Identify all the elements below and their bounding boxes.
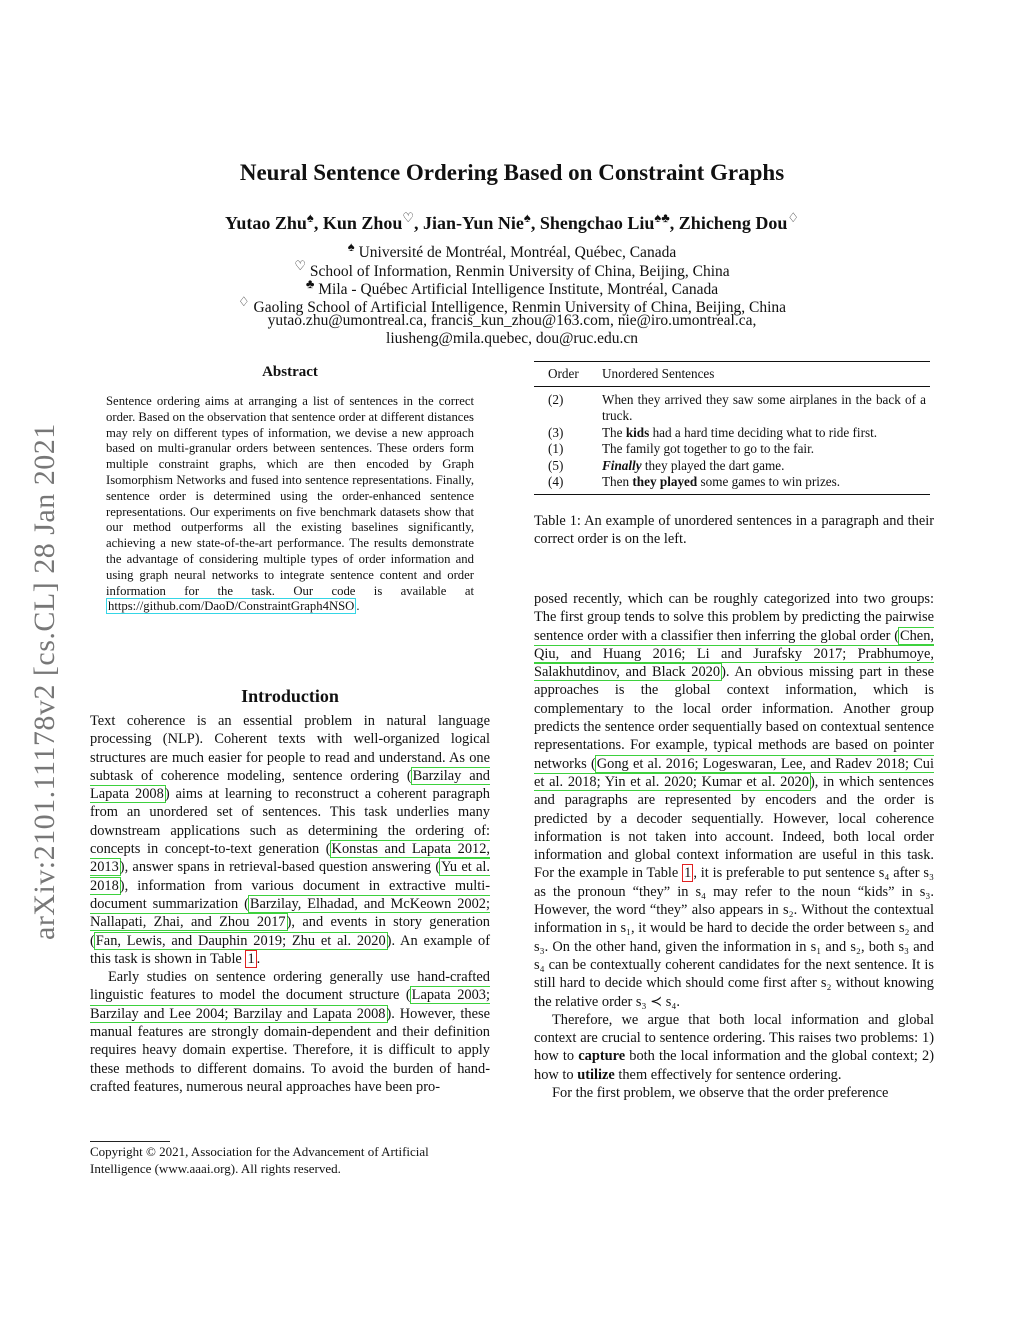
abstract-end: . [356, 599, 360, 614]
emphasis-text: kids [625, 424, 650, 440]
left-column-body [90, 712, 490, 1096]
table-header-order: Order [548, 366, 579, 381]
sentence-cell [602, 392, 926, 425]
affiliation-mark: ♣ [305, 276, 315, 291]
affiliation-mark: ♠♣ [654, 210, 670, 225]
affiliation-mark: ♡ [294, 258, 307, 273]
order-cell: (1) [548, 441, 564, 456]
sentence-text: The family got together to go to the fair. [602, 441, 815, 456]
body-text: Text coherence is an essential problem in natural language processing (NLP). Coherent texts with well-organized logical structures are much easier for people to read and understand. As one subtask of coherence modeling, sentence ordering ( [90, 713, 490, 784]
section-heading: Introduction [241, 686, 339, 706]
table-bottom-rule [534, 494, 930, 495]
paragraph [90, 968, 490, 1096]
code-link[interactable]: https://github.com/DaoD/ConstraintGraph4NSO [108, 599, 355, 614]
paragraph [534, 590, 934, 1011]
body-text: ). An example of this task is shown in Table [90, 932, 490, 967]
table-header-row [548, 366, 926, 383]
citation-link[interactable]: Konstas and Lapata 2012, 2013 [90, 841, 490, 876]
footnote-rule [90, 1141, 170, 1142]
paper-title: Neural Sentence Ordering Based on Constraint Graphs [239, 160, 785, 185]
table-row [548, 458, 926, 475]
body-text: them effectively for sentence ordering. [614, 1066, 842, 1083]
paragraph [90, 712, 490, 968]
affiliation-mark: ♡ [402, 210, 415, 225]
body-text: ) aims at learning to reconstruct a coherent paragraph from an unordered set of sentences. This task underlies many downstream applications such as determining the ordering of: concepts in concept-to-text generation ( [90, 786, 490, 858]
author-name: Zhicheng Dou [678, 213, 788, 233]
affiliation-text: School of Information, Renmin University of China, Beijing, China [309, 263, 730, 281]
citation-link[interactable]: Barzilay and Lapata 2008 [90, 767, 490, 803]
author-name: Jian-Yun Nie [423, 213, 524, 233]
affiliation-text: Gaoling School of Artificial Intelligence, Renmin University of China, Beijing, China [253, 299, 787, 317]
copyright-footnote: Copyright © 2021, Association for the Advancement of Artificial Intelligence (www.aaai.org). All rights reserved. [90, 1144, 429, 1176]
bold-term: capture [578, 1048, 626, 1065]
order-cell: (3) [548, 424, 564, 440]
table-ref-link[interactable]: 1 [247, 950, 255, 967]
sentence-cell [602, 441, 926, 458]
abstract-heading: Abstract [262, 364, 318, 380]
author-list: Yutao Zhu♠, Kun Zhou♡, Jian-Yun Nie♠, Shengchao Liu♠♣, Zhicheng Dou♢ [225, 210, 799, 233]
email-line: liusheng@mila.quebec, dou@ruc.edu.cn [386, 330, 638, 347]
arxiv-sidebar: arXiv:2101.11178v2 [cs.CL] 28 Jan 2021 [28, 423, 61, 940]
body-text: ), answer spans in retrieval-based question answering ( [119, 859, 441, 876]
emphasis-text: Finally [602, 457, 642, 473]
abstract-text: Sentence ordering aims at arranging a list of sentences in the correct order. Based on the observation that sentence order at different distances may rely on different types of information, we devise a new approach based on multi-granular orders between sentences. These orders form multiple constraint graphs, which are then encoded by Graph Isomorphism Networks and fused into sentence representations. Finally, sentence order is determined using the order-enhanced sentence representations. Our experiments on five benchmark datasets show that our method outperforms all the existing baselines significantly, achieving a new state-of-the-art performance. The results demonstrate the advantage of considering multiple types of order information and using graph neural networks to integrate sentence content and order information for the task. Our code is available at [106, 394, 474, 598]
abstract-body [106, 394, 474, 615]
citation-link[interactable]: Gong et al. 2016; Logeswaran, Lee, and Radev 2018; Cui et al. 2018; Yin et al. 2020; Kumar et al. 2020 [534, 755, 934, 790]
table-ref-link[interactable]: 1 [684, 865, 692, 882]
body-text: ). However, these manual features are strongly domain-dependent and their definition requires heavy domain expertise. Therefore, it is difficult to apply these methods to different domains. To avoid the burden of hand-crafted features, numerous neural approaches have been pro- [90, 1005, 491, 1095]
sentence-text: some games to win prizes. [697, 474, 841, 489]
sentence-text: they played the dart game. [641, 457, 785, 473]
order-cell: (2) [548, 391, 564, 407]
body-text: ), information from various document in extractive multi-document summarization ( [90, 877, 490, 912]
body-text: posed recently, which can be roughly categorized into two groups: The first group tends to solve this problem by predicting the pairwise sentence order with a classifier then inferring the global order ( [534, 591, 934, 644]
citation-link[interactable]: Lapata 2003; Barzilay and Lee 2004; Barzilay and Lapata 2008 [90, 987, 490, 1022]
table-caption: Table 1: An example of unordered sentences in a paragraph and their correct order is on the left. [534, 513, 934, 548]
body-text: ). An obvious missing part in these approaches is the global context information, which is complementary to the local order information. Another group predicts the sentence order sequentially based on contextual sentence representations. For example, typical methods are based on pointer networks ( [534, 664, 934, 772]
body-text: ), in which sentences and paragraphs are represented by encoders and the order is predicted by a decoder sequentially. However, local coherence information is not taken into account. Indeed, both local order information and global context information are useful in this task. For the example in Table [534, 773, 935, 882]
affiliation-mark: ♠ [523, 210, 531, 225]
affiliation-text: Université de Montréal, Montréal, Québec, Canada [358, 244, 677, 262]
sentence-text: had a hard time deciding what to ride first. [649, 424, 878, 440]
email-line: yutao.zhu@umontreal.ca, francis_kun_zhou@163.com, nie@iro.umontreal.ca, [267, 312, 757, 329]
affiliation-mark: ♠ [347, 239, 355, 254]
emphasis-text: they played [632, 474, 698, 489]
author-name: Kun Zhou [322, 213, 403, 233]
bold-term: utilize [577, 1066, 615, 1083]
table-header-sentences: Unordered Sentences [602, 366, 715, 381]
right-column-body [534, 590, 934, 1102]
table-row [548, 474, 926, 491]
author-name: Shengchao Liu [539, 213, 655, 233]
body-text: Early studies on sentence ordering generally use hand-crafted linguistic features to model the document structure ( [90, 969, 490, 1004]
citation-link[interactable]: Barzilay, Elhadad, and McKeown 2002; Nallapati, Zhai, and Zhou 2017 [90, 895, 490, 931]
body-text: For the first problem, we observe that the order preference [552, 1085, 889, 1102]
citation-link[interactable]: Chen, Qiu, and Huang 2016; Li and Jurafsky 2017; Prabhumoye, Salakhutdinov, and Black 2020 [534, 627, 934, 681]
affiliation-mark: ♠ [306, 210, 314, 225]
table-top-rule [534, 361, 930, 362]
table-row [548, 392, 926, 425]
citation-link[interactable]: Fan, Lewis, and Dauphin 2019; Zhu et al. 2020 [95, 932, 386, 949]
affiliation-text: Mila - Québec Artificial Intelligence Institute, Montréal, Canada [318, 281, 719, 299]
sentence-cell [602, 474, 926, 491]
citation-link[interactable]: Yu et al. 2018 [90, 859, 490, 894]
body-text: both the local information and the global context; 2) how to [534, 1048, 934, 1083]
paragraph [534, 1084, 934, 1102]
table-header-rule [534, 386, 930, 387]
sentence-text: When they arrived they saw some airplanes in the back of a truck. [602, 391, 926, 423]
body-text: . [256, 950, 261, 967]
table-row [548, 441, 926, 458]
sentence-text: Then [602, 474, 633, 489]
body-text: ), and events in story generation ( [90, 914, 490, 949]
sentence-cell [602, 425, 926, 442]
body-text: , it is preferable to put sentence s₄ after s₃ as the pronoun “they” in s₄ may refer to the noun “kids” in s₃. However, the word “they” also appears in s₂. Without the contextual information in s₁, it would be hard to decide the order between s₂ and s₃. On the other hand, given the information in s₁ and s₂, both s₃ and s₄ can be contextually coherent candidates for the next sentence. It is still hard to decide which should come first after s₂ without knowing the relative order s₃ ≺ s₄. [534, 865, 934, 1010]
affiliation-mark: ♢ [237, 294, 250, 309]
order-cell: (4) [548, 474, 564, 489]
table-row [548, 425, 926, 442]
paragraph [534, 1011, 934, 1084]
sentence-cell [602, 458, 926, 475]
body-text: Therefore, we argue that both local information and global context are crucial to sentence ordering. This raises two problems: 1) how to [534, 1011, 934, 1065]
author-name: Yutao Zhu [225, 213, 307, 233]
order-cell: (5) [548, 457, 564, 473]
sentence-text: The [602, 424, 626, 440]
table-1 [548, 366, 926, 491]
affiliation-mark: ♢ [787, 210, 799, 225]
